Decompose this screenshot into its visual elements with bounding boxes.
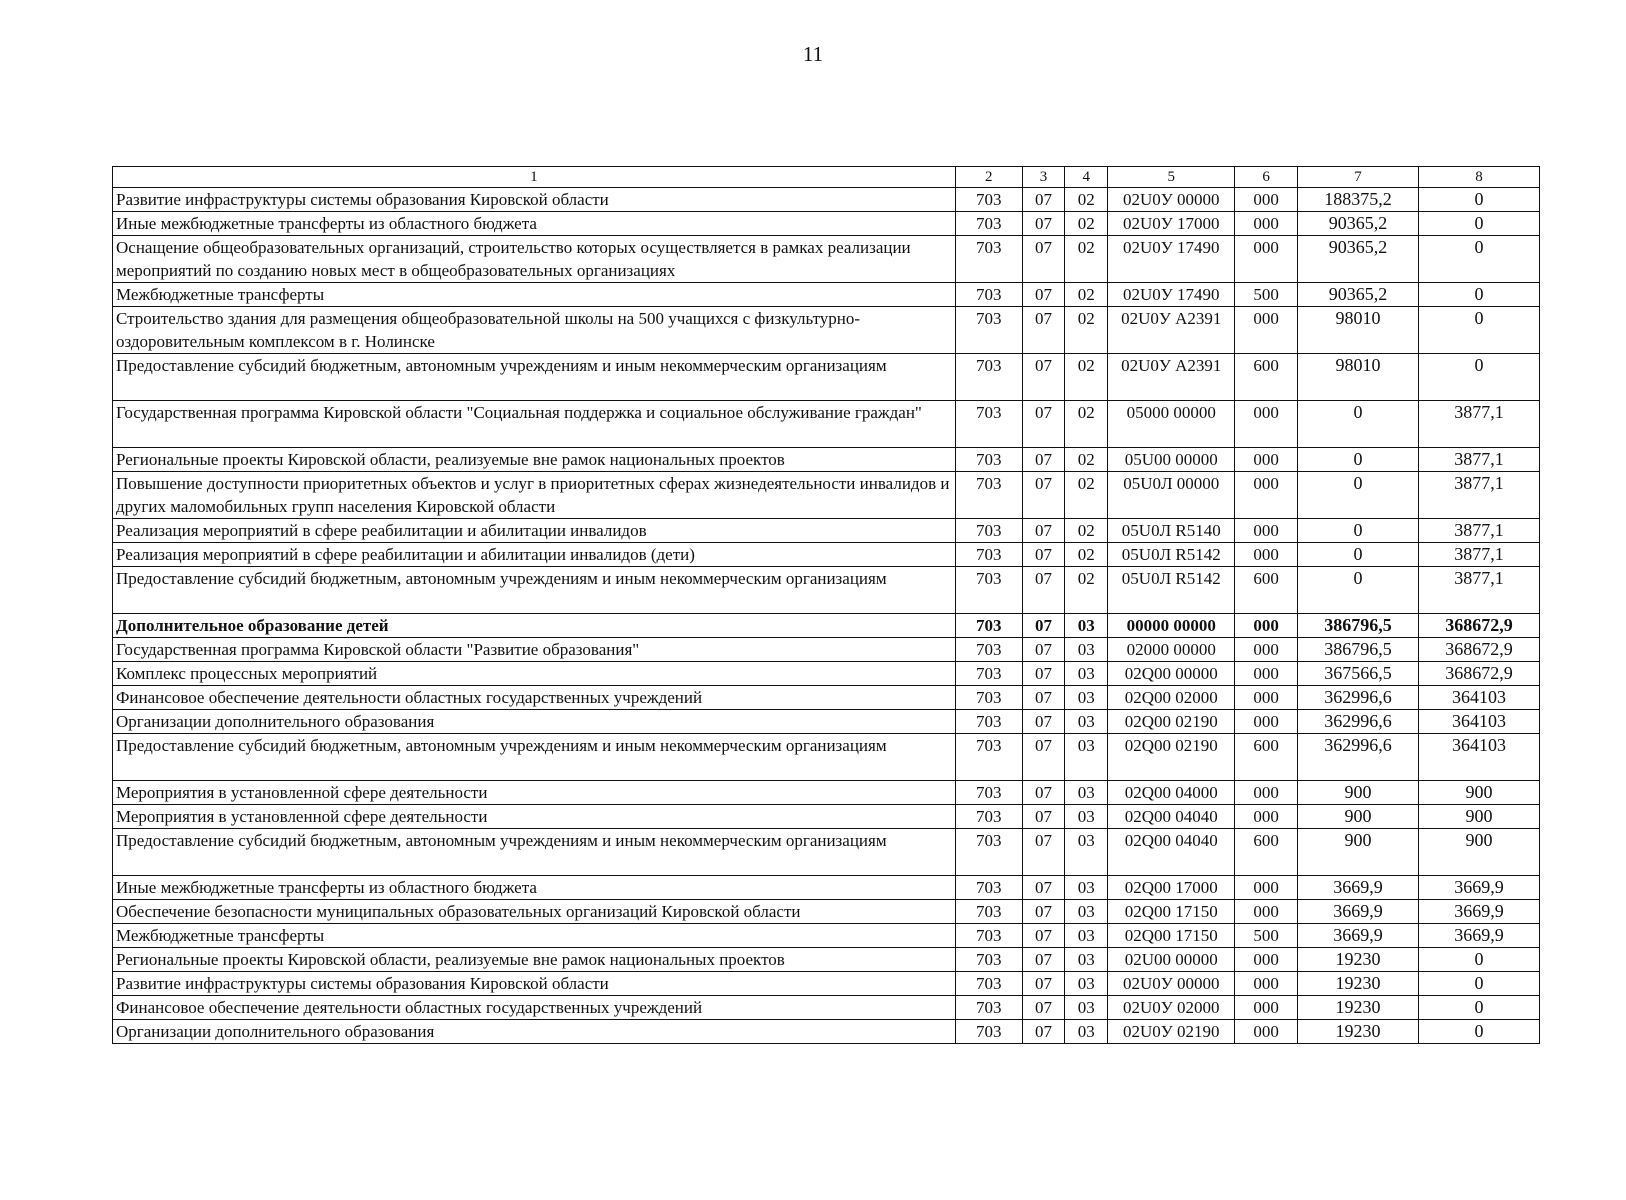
section-cell: 07 <box>1022 1020 1065 1044</box>
subsection-cell: 03 <box>1065 1020 1108 1044</box>
row-name-cell: Реализация мероприятий в сфере реабилитации и абилитации инвалидов (дети) <box>113 543 956 567</box>
kvsr-cell: 703 <box>955 638 1022 662</box>
amount-year1-cell: 3669,9 <box>1297 900 1418 924</box>
amount-year2-cell: 0 <box>1418 972 1539 996</box>
amount-year2-cell: 3877,1 <box>1418 567 1539 614</box>
expense-type-cell: 000 <box>1235 710 1298 734</box>
amount-year2-cell: 0 <box>1418 212 1539 236</box>
target-article-cell: 02Q00 17000 <box>1108 876 1235 900</box>
kvsr-cell: 703 <box>955 924 1022 948</box>
subsection-cell: 03 <box>1065 924 1108 948</box>
table-row <box>113 710 1540 734</box>
amount-year1-cell: 98010 <box>1297 307 1418 354</box>
row-name-cell: Иные межбюджетные трансферты из областного бюджета <box>113 876 956 900</box>
table-row <box>113 283 1540 307</box>
expense-type-cell: 000 <box>1235 614 1298 638</box>
kvsr-cell: 703 <box>955 972 1022 996</box>
row-name-cell: Обеспечение безопасности муниципальных образовательных организаций Кировской области <box>113 900 956 924</box>
amount-year2-cell: 368672,9 <box>1418 614 1539 638</box>
kvsr-cell: 703 <box>955 236 1022 283</box>
kvsr-cell: 703 <box>955 662 1022 686</box>
section-cell: 07 <box>1022 307 1065 354</box>
row-name-cell: Предоставление субсидий бюджетным, автономным учреждениям и иным некоммерческим организациям <box>113 829 956 876</box>
amount-year1-cell: 0 <box>1297 519 1418 543</box>
amount-year1-cell: 90365,2 <box>1297 283 1418 307</box>
section-cell: 07 <box>1022 283 1065 307</box>
subsection-cell: 03 <box>1065 972 1108 996</box>
expense-type-cell: 000 <box>1235 1020 1298 1044</box>
table-row <box>113 543 1540 567</box>
table-row <box>113 472 1540 519</box>
row-name-cell: Развитие инфраструктуры системы образования Кировской области <box>113 972 956 996</box>
table-row <box>113 354 1540 401</box>
kvsr-cell: 703 <box>955 781 1022 805</box>
table-row <box>113 924 1540 948</box>
amount-year1-cell: 900 <box>1297 805 1418 829</box>
amount-year2-cell: 0 <box>1418 236 1539 283</box>
subsection-cell: 03 <box>1065 662 1108 686</box>
kvsr-cell: 703 <box>955 567 1022 614</box>
amount-year2-cell: 3877,1 <box>1418 543 1539 567</box>
amount-year1-cell: 386796,5 <box>1297 614 1418 638</box>
section-cell: 07 <box>1022 567 1065 614</box>
kvsr-cell: 703 <box>955 401 1022 448</box>
subsection-cell: 02 <box>1065 448 1108 472</box>
row-name-cell: Предоставление субсидий бюджетным, автономным учреждениям и иным некоммерческим организациям <box>113 567 956 614</box>
section-cell: 07 <box>1022 448 1065 472</box>
amount-year1-cell: 900 <box>1297 829 1418 876</box>
expense-type-cell: 000 <box>1235 543 1298 567</box>
target-article-cell: 02Q00 02190 <box>1108 710 1235 734</box>
target-article-cell: 02Q00 04040 <box>1108 829 1235 876</box>
amount-year2-cell: 3877,1 <box>1418 472 1539 519</box>
amount-year2-cell: 900 <box>1418 829 1539 876</box>
subsection-cell: 02 <box>1065 188 1108 212</box>
section-cell: 07 <box>1022 212 1065 236</box>
table-row <box>113 996 1540 1020</box>
kvsr-cell: 703 <box>955 1020 1022 1044</box>
table-row <box>113 876 1540 900</box>
table-row <box>113 734 1540 781</box>
amount-year1-cell: 98010 <box>1297 354 1418 401</box>
section-cell: 07 <box>1022 662 1065 686</box>
target-article-cell: 02Q00 04000 <box>1108 781 1235 805</box>
expense-type-cell: 600 <box>1235 829 1298 876</box>
target-article-cell: 02Q00 02000 <box>1108 686 1235 710</box>
section-cell: 07 <box>1022 876 1065 900</box>
amount-year2-cell: 3877,1 <box>1418 401 1539 448</box>
table-row <box>113 236 1540 283</box>
row-name-cell: Развитие инфраструктуры системы образования Кировской области <box>113 188 956 212</box>
row-name-cell: Строительство здания для размещения общеобразовательной школы на 500 учащихся с физкультурно-оздоровительным комплексом в г. Нолинске <box>113 307 956 354</box>
subsection-cell: 03 <box>1065 900 1108 924</box>
section-cell: 07 <box>1022 686 1065 710</box>
expense-type-cell: 000 <box>1235 638 1298 662</box>
expense-type-cell: 000 <box>1235 212 1298 236</box>
kvsr-cell: 703 <box>955 734 1022 781</box>
expense-type-cell: 000 <box>1235 996 1298 1020</box>
table-row <box>113 614 1540 638</box>
target-article-cell: 02Q00 17150 <box>1108 900 1235 924</box>
row-name-cell: Организации дополнительного образования <box>113 1020 956 1044</box>
expense-type-cell: 000 <box>1235 781 1298 805</box>
amount-year2-cell: 0 <box>1418 307 1539 354</box>
table-row <box>113 948 1540 972</box>
row-name-cell: Мероприятия в установленной сфере деятельности <box>113 781 956 805</box>
table-row <box>113 188 1540 212</box>
row-name-cell: Предоставление субсидий бюджетным, автономным учреждениям и иным некоммерческим организациям <box>113 354 956 401</box>
amount-year1-cell: 19230 <box>1297 1020 1418 1044</box>
table-row <box>113 401 1540 448</box>
subsection-cell: 03 <box>1065 996 1108 1020</box>
amount-year2-cell: 0 <box>1418 188 1539 212</box>
kvsr-cell: 703 <box>955 188 1022 212</box>
row-name-cell: Комплекс процессных мероприятий <box>113 662 956 686</box>
kvsr-cell: 703 <box>955 829 1022 876</box>
table-row <box>113 805 1540 829</box>
column-header: 4 <box>1065 167 1108 188</box>
amount-year2-cell: 3669,9 <box>1418 900 1539 924</box>
row-name-cell: Иные межбюджетные трансферты из областного бюджета <box>113 212 956 236</box>
expense-type-cell: 500 <box>1235 924 1298 948</box>
page-number: 11 <box>802 42 824 66</box>
kvsr-cell: 703 <box>955 996 1022 1020</box>
subsection-cell: 02 <box>1065 519 1108 543</box>
amount-year1-cell: 19230 <box>1297 996 1418 1020</box>
target-article-cell: 05U0Л R5142 <box>1108 543 1235 567</box>
subsection-cell: 03 <box>1065 710 1108 734</box>
section-cell: 07 <box>1022 519 1065 543</box>
section-cell: 07 <box>1022 781 1065 805</box>
column-header: 7 <box>1297 167 1418 188</box>
amount-year1-cell: 90365,2 <box>1297 212 1418 236</box>
subsection-cell: 03 <box>1065 686 1108 710</box>
subsection-cell: 02 <box>1065 472 1108 519</box>
expense-type-cell: 000 <box>1235 236 1298 283</box>
kvsr-cell: 703 <box>955 805 1022 829</box>
section-cell: 07 <box>1022 236 1065 283</box>
row-name-cell: Региональные проекты Кировской области, реализуемые вне рамок национальных проектов <box>113 948 956 972</box>
kvsr-cell: 703 <box>955 614 1022 638</box>
table-body <box>113 188 1540 1044</box>
amount-year2-cell: 3669,9 <box>1418 924 1539 948</box>
target-article-cell: 05U0Л R5140 <box>1108 519 1235 543</box>
column-header: 8 <box>1418 167 1539 188</box>
table-row <box>113 212 1540 236</box>
expense-type-cell: 600 <box>1235 354 1298 401</box>
amount-year1-cell: 386796,5 <box>1297 638 1418 662</box>
expense-type-cell: 000 <box>1235 401 1298 448</box>
amount-year2-cell: 0 <box>1418 948 1539 972</box>
amount-year1-cell: 900 <box>1297 781 1418 805</box>
expense-type-cell: 000 <box>1235 805 1298 829</box>
subsection-cell: 02 <box>1065 236 1108 283</box>
section-cell: 07 <box>1022 948 1065 972</box>
column-header: 6 <box>1235 167 1298 188</box>
amount-year1-cell: 0 <box>1297 543 1418 567</box>
expense-type-cell: 000 <box>1235 472 1298 519</box>
subsection-cell: 03 <box>1065 948 1108 972</box>
expense-type-cell: 600 <box>1235 734 1298 781</box>
section-cell: 07 <box>1022 924 1065 948</box>
column-header: 5 <box>1108 167 1235 188</box>
kvsr-cell: 703 <box>955 519 1022 543</box>
row-name-cell: Государственная программа Кировской области "Развитие образования" <box>113 638 956 662</box>
row-name-cell: Организации дополнительного образования <box>113 710 956 734</box>
subsection-cell: 02 <box>1065 567 1108 614</box>
target-article-cell: 02U0У 02000 <box>1108 996 1235 1020</box>
column-header: 1 <box>113 167 956 188</box>
amount-year1-cell: 362996,6 <box>1297 734 1418 781</box>
table-row <box>113 829 1540 876</box>
target-article-cell: 02Q00 00000 <box>1108 662 1235 686</box>
target-article-cell: 02Q00 17150 <box>1108 924 1235 948</box>
kvsr-cell: 703 <box>955 212 1022 236</box>
expense-type-cell: 000 <box>1235 307 1298 354</box>
kvsr-cell: 703 <box>955 543 1022 567</box>
section-cell: 07 <box>1022 972 1065 996</box>
expense-type-cell: 000 <box>1235 662 1298 686</box>
section-cell: 07 <box>1022 354 1065 401</box>
amount-year1-cell: 19230 <box>1297 948 1418 972</box>
amount-year2-cell: 3669,9 <box>1418 876 1539 900</box>
amount-year2-cell: 368672,9 <box>1418 662 1539 686</box>
section-cell: 07 <box>1022 996 1065 1020</box>
amount-year1-cell: 362996,6 <box>1297 710 1418 734</box>
amount-year2-cell: 3877,1 <box>1418 448 1539 472</box>
amount-year2-cell: 3877,1 <box>1418 519 1539 543</box>
amount-year1-cell: 0 <box>1297 567 1418 614</box>
kvsr-cell: 703 <box>955 686 1022 710</box>
target-article-cell: 02Q00 04040 <box>1108 805 1235 829</box>
kvsr-cell: 703 <box>955 710 1022 734</box>
table-row <box>113 662 1540 686</box>
target-article-cell: 02000 00000 <box>1108 638 1235 662</box>
section-cell: 07 <box>1022 188 1065 212</box>
amount-year2-cell: 0 <box>1418 283 1539 307</box>
target-article-cell: 05U0Л R5142 <box>1108 567 1235 614</box>
amount-year2-cell: 0 <box>1418 1020 1539 1044</box>
subsection-cell: 03 <box>1065 638 1108 662</box>
table-row <box>113 519 1540 543</box>
amount-year1-cell: 0 <box>1297 448 1418 472</box>
kvsr-cell: 703 <box>955 900 1022 924</box>
row-name-cell: Финансовое обеспечение деятельности областных государственных учреждений <box>113 686 956 710</box>
amount-year1-cell: 3669,9 <box>1297 876 1418 900</box>
target-article-cell: 02U0У 00000 <box>1108 188 1235 212</box>
target-article-cell: 05U00 00000 <box>1108 448 1235 472</box>
kvsr-cell: 703 <box>955 283 1022 307</box>
section-cell: 07 <box>1022 710 1065 734</box>
expense-type-cell: 000 <box>1235 519 1298 543</box>
target-article-cell: 02Q00 02190 <box>1108 734 1235 781</box>
row-name-cell: Межбюджетные трансферты <box>113 283 956 307</box>
subsection-cell: 03 <box>1065 829 1108 876</box>
amount-year2-cell: 368672,9 <box>1418 638 1539 662</box>
expense-type-cell: 000 <box>1235 972 1298 996</box>
subsection-cell: 03 <box>1065 614 1108 638</box>
row-name-cell: Дополнительное образование детей <box>113 614 956 638</box>
target-article-cell: 02U0У А2391 <box>1108 307 1235 354</box>
table-row <box>113 638 1540 662</box>
expense-type-cell: 000 <box>1235 686 1298 710</box>
row-name-cell: Мероприятия в установленной сфере деятельности <box>113 805 956 829</box>
expense-type-cell: 000 <box>1235 188 1298 212</box>
subsection-cell: 02 <box>1065 212 1108 236</box>
amount-year2-cell: 0 <box>1418 354 1539 401</box>
subsection-cell: 02 <box>1065 354 1108 401</box>
row-name-cell: Оснащение общеобразовательных организаций, строительство которых осуществляется в рамках реализации мероприятий по созданию новых мест в общеобразовательных организациях <box>113 236 956 283</box>
expense-type-cell: 000 <box>1235 948 1298 972</box>
subsection-cell: 02 <box>1065 283 1108 307</box>
section-cell: 07 <box>1022 638 1065 662</box>
table-row <box>113 781 1540 805</box>
amount-year2-cell: 364103 <box>1418 686 1539 710</box>
section-cell: 07 <box>1022 829 1065 876</box>
column-header: 3 <box>1022 167 1065 188</box>
section-cell: 07 <box>1022 472 1065 519</box>
target-article-cell: 02U0У 00000 <box>1108 972 1235 996</box>
table-row <box>113 448 1540 472</box>
section-cell: 07 <box>1022 734 1065 781</box>
subsection-cell: 03 <box>1065 876 1108 900</box>
target-article-cell: 05U0Л 00000 <box>1108 472 1235 519</box>
row-name-cell: Реализация мероприятий в сфере реабилитации и абилитации инвалидов <box>113 519 956 543</box>
amount-year2-cell: 0 <box>1418 996 1539 1020</box>
section-cell: 07 <box>1022 805 1065 829</box>
subsection-cell: 03 <box>1065 734 1108 781</box>
table-row <box>113 567 1540 614</box>
table-row <box>113 900 1540 924</box>
table-row <box>113 307 1540 354</box>
target-article-cell: 05000 00000 <box>1108 401 1235 448</box>
amount-year1-cell: 367566,5 <box>1297 662 1418 686</box>
kvsr-cell: 703 <box>955 472 1022 519</box>
row-name-cell: Региональные проекты Кировской области, реализуемые вне рамок национальных проектов <box>113 448 956 472</box>
amount-year1-cell: 19230 <box>1297 972 1418 996</box>
target-article-cell: 02U0У 17000 <box>1108 212 1235 236</box>
section-cell: 07 <box>1022 900 1065 924</box>
subsection-cell: 02 <box>1065 307 1108 354</box>
amount-year1-cell: 188375,2 <box>1297 188 1418 212</box>
amount-year2-cell: 364103 <box>1418 710 1539 734</box>
table-row <box>113 1020 1540 1044</box>
amount-year1-cell: 362996,6 <box>1297 686 1418 710</box>
amount-year1-cell: 3669,9 <box>1297 924 1418 948</box>
target-article-cell: 02U0У 02190 <box>1108 1020 1235 1044</box>
amount-year2-cell: 900 <box>1418 781 1539 805</box>
expense-type-cell: 600 <box>1235 567 1298 614</box>
kvsr-cell: 703 <box>955 307 1022 354</box>
table-row <box>113 972 1540 996</box>
expense-type-cell: 500 <box>1235 283 1298 307</box>
row-name-cell: Государственная программа Кировской области "Социальная поддержка и социальное обслуживание граждан" <box>113 401 956 448</box>
section-cell: 07 <box>1022 543 1065 567</box>
kvsr-cell: 703 <box>955 448 1022 472</box>
target-article-cell: 02U0У 17490 <box>1108 236 1235 283</box>
subsection-cell: 03 <box>1065 805 1108 829</box>
kvsr-cell: 703 <box>955 354 1022 401</box>
row-name-cell: Повышение доступности приоритетных объектов и услуг в приоритетных сферах жизнедеятельности инвалидов и других маломобильных групп населения Кировской области <box>113 472 956 519</box>
subsection-cell: 03 <box>1065 781 1108 805</box>
kvsr-cell: 703 <box>955 876 1022 900</box>
amount-year1-cell: 90365,2 <box>1297 236 1418 283</box>
expense-type-cell: 000 <box>1235 448 1298 472</box>
column-header: 2 <box>955 167 1022 188</box>
subsection-cell: 02 <box>1065 543 1108 567</box>
amount-year2-cell: 900 <box>1418 805 1539 829</box>
target-article-cell: 00000 00000 <box>1108 614 1235 638</box>
budget-table <box>112 166 1540 1044</box>
row-name-cell: Предоставление субсидий бюджетным, автономным учреждениям и иным некоммерческим организациям <box>113 734 956 781</box>
row-name-cell: Межбюджетные трансферты <box>113 924 956 948</box>
target-article-cell: 02U0У А2391 <box>1108 354 1235 401</box>
kvsr-cell: 703 <box>955 948 1022 972</box>
amount-year1-cell: 0 <box>1297 472 1418 519</box>
target-article-cell: 02U0У 17490 <box>1108 283 1235 307</box>
amount-year2-cell: 364103 <box>1418 734 1539 781</box>
target-article-cell: 02U00 00000 <box>1108 948 1235 972</box>
row-name-cell: Финансовое обеспечение деятельности областных государственных учреждений <box>113 996 956 1020</box>
expense-type-cell: 000 <box>1235 876 1298 900</box>
column-header-row <box>113 167 1540 188</box>
table-row <box>113 686 1540 710</box>
amount-year1-cell: 0 <box>1297 401 1418 448</box>
expense-type-cell: 000 <box>1235 900 1298 924</box>
subsection-cell: 02 <box>1065 401 1108 448</box>
section-cell: 07 <box>1022 614 1065 638</box>
section-cell: 07 <box>1022 401 1065 448</box>
